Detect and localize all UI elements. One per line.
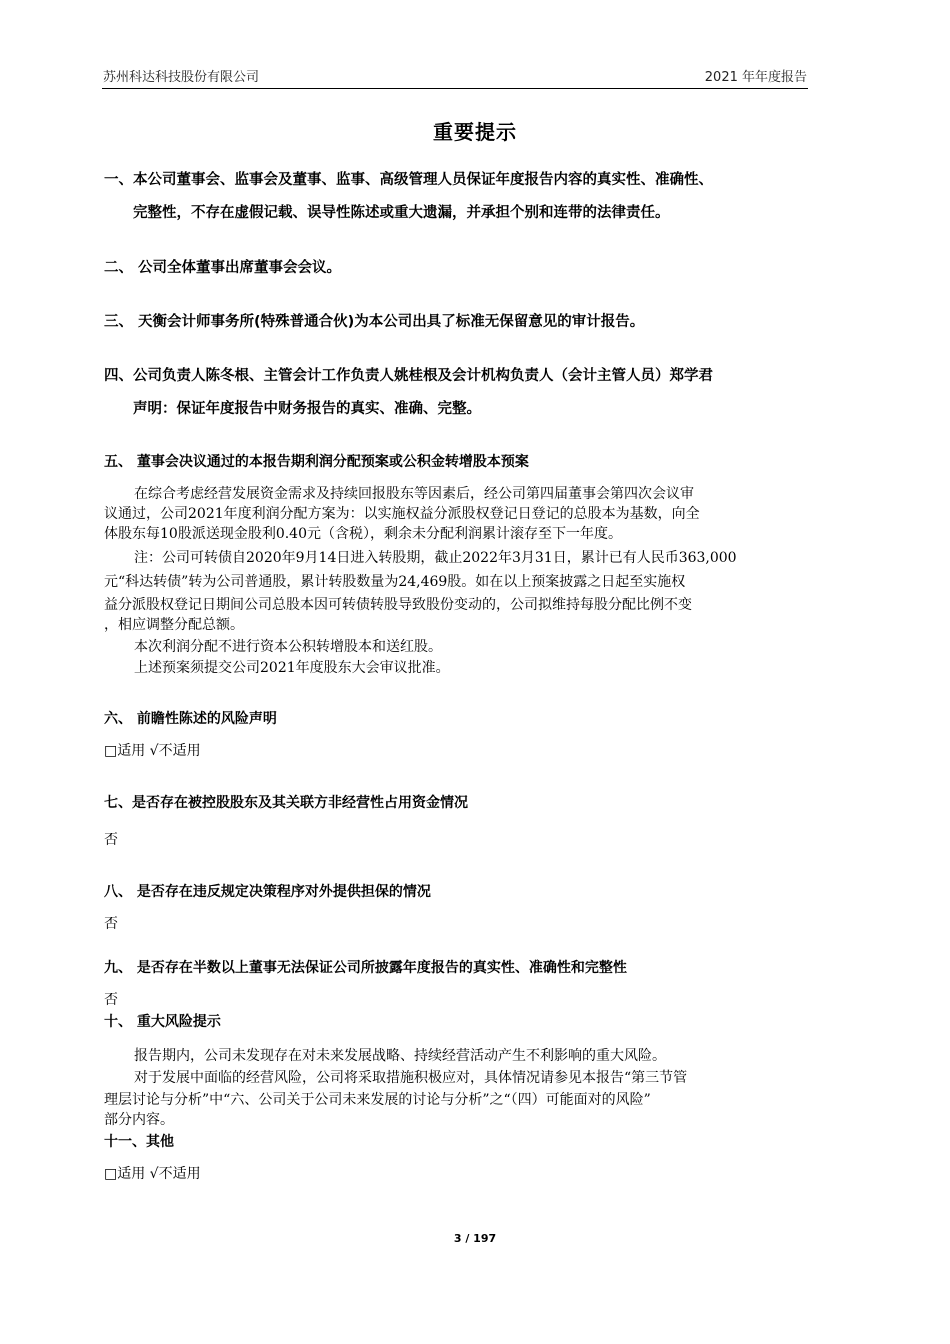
page-number: 3 / 197 [453,1232,497,1245]
section-6-answer: □适用 √不适用 [104,743,201,759]
section-6-heading: 六、 前瞻性陈述的风险声明 [104,711,277,727]
section-5-note-line: 元“科达转债”转为公司普通股，累计转股数量为24,469股。如在以上预案披露之日起至实施权 [104,574,686,590]
section-5-paragraph-line: 在综合考虑经营发展资金需求及持续回报股东等因素后，经公司第四届董事会第四次会议审 [134,486,694,502]
section-10-paragraph-line: 理层讨论与分析”中“六、公司关于公司未来发展的讨论与分析”之“（四）可能面对的风险” [104,1092,651,1108]
section-10-paragraph-line: 报告期内，公司未发现存在对未来发展战略、持续经营活动产生不利影响的重大风险。 [134,1048,666,1064]
section-5-paragraph-line: 上述预案须提交公司2021年度股东大会审议批准。 [134,660,450,676]
section-8-heading: 八、 是否存在违反规定决策程序对外提供担保的情况 [104,884,431,900]
section-5-note-line: 益分派股权登记日期间公司总股本因可转债转股导致股份变动的，公司拟维持每股分配比例不变 [104,597,692,613]
section-3-text: 三、 天衡会计师事务所(特殊普通合伙)为本公司出具了标准无保留意见的审计报告。 [104,314,645,330]
section-5-note-line: 注：公司可转债自2020年9月14日进入转股期，截止2022年3月31日，累计已有人民币363,000 [134,550,737,566]
section-7-heading: 七、是否存在被控股股东及其关联方非经营性占用资金情况 [104,795,468,811]
section-9-answer: 否 [104,992,118,1008]
section-5-paragraph-line: 议通过，公司2021年度利润分配方案为：以实施权益分派股权登记日登记的总股本为基数，向全 [104,506,700,522]
section-2-text: 二、 公司全体董事出席董事会会议。 [104,260,342,276]
page-title: 重要提示 [433,120,517,144]
section-10-heading: 十、 重大风险提示 [104,1014,221,1030]
section-1-line-1: 一、本公司董事会、监事会及董事、监事、高级管理人员保证年度报告内容的真实性、准确性、 [104,172,713,188]
section-8-answer: 否 [104,916,118,932]
section-5-heading: 五、 董事会决议通过的本报告期利润分配预案或公积金转增股本预案 [104,454,529,470]
section-7-answer: 否 [104,832,118,848]
section-11-heading: 十一、其他 [104,1134,174,1150]
section-5-note-line: ，相应调整分配总额。 [104,617,244,633]
section-10-paragraph-line: 部分内容。 [104,1112,174,1128]
section-1-line-2: 完整性，不存在虚假记载、误导性陈述或重大遗漏，并承担个别和连带的法律责任。 [133,205,670,221]
section-9-heading: 九、 是否存在半数以上董事无法保证公司所披露年度报告的真实性、准确性和完整性 [104,960,627,976]
header-company-name: 苏州科达科技股份有限公司 [103,70,260,85]
section-5-paragraph-line: 本次利润分配不进行资本公积转增股本和送红股。 [134,639,442,655]
header-report-title: 2021 年年度报告 [704,70,807,85]
section-11-answer: □适用 √不适用 [104,1166,201,1182]
section-10-paragraph-line: 对于发展中面临的经营风险，公司将采取措施积极应对，具体情况请参见本报告“第三节管 [134,1070,688,1086]
header-divider [102,88,808,89]
section-4-line-1: 四、公司负责人陈冬根、主管会计工作负责人姚桂根及会计机构负责人（会计主管人员）郑学君 [104,368,713,384]
section-5-paragraph-line: 体股东每10股派送现金股利0.40元（含税），剩余未分配利润累计滚存至下一年度。 [104,526,622,542]
section-4-line-2: 声明：保证年度报告中财务报告的真实、准确、完整。 [133,401,481,417]
